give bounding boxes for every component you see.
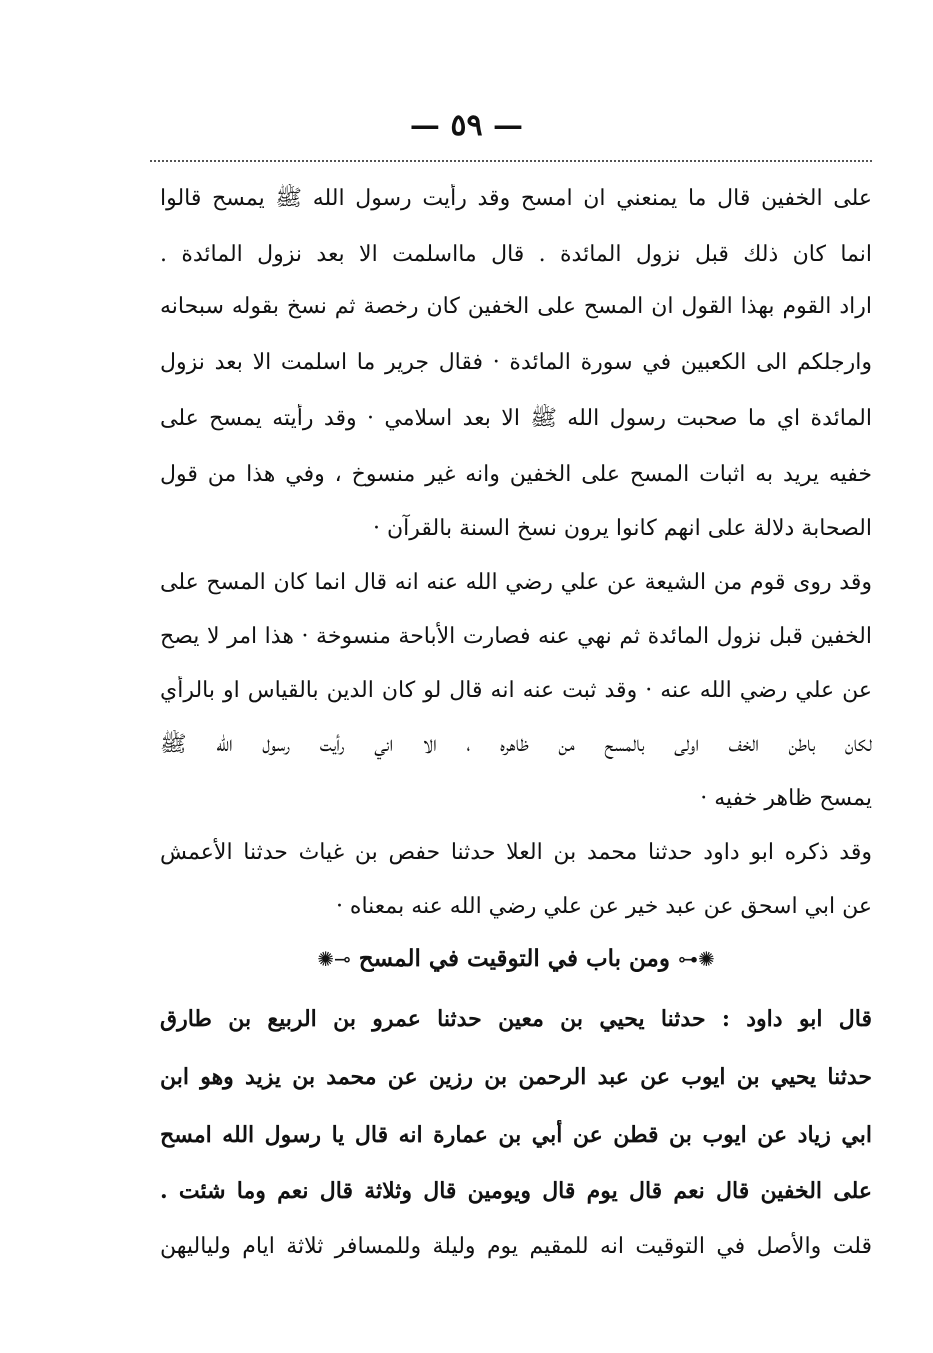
section-heading [160,944,872,974]
text-line: انما كان ذلك قبل نزول المائدة . قال مااسلمت الا بعد نزول المائدة . [160,242,872,267]
text-line: اراد القوم بهذا القول ان المسح على الخفين كان رخصة ثم نسخ بقوله سبحانه [160,294,872,319]
text-line: خفيه يريد به اثبات المسح على الخفين وانه غير منسوخ ، وفي هذا من قول [160,462,872,487]
text-line: ابي زياد عن ايوب بن قطن عن أبي بن عمارة انه قال يا رسول الله امسح [160,1122,872,1148]
text-line: الصحابة دلالة على انهم كانوا يرون نسخ السنة بالقرآن · [373,516,872,541]
header-rule [150,160,872,162]
text-line: على الخفين قال ما يمنعني ان امسح وقد رأيت رسول الله ﷺ يمسح قالوا [160,186,872,211]
text-line: وقد ذكره ابو داود حدثنا محمد بن العلا حدثنا حفص بن غياث حدثنا الأعمش [160,840,872,865]
heading-ornament-right: ✺⊷ [677,947,715,971]
text-line: وارجلكم الى الكعبين في سورة المائدة · فقال جرير ما اسلمت الا بعد نزول [160,350,872,375]
text-line: قال ابو داود : حدثنا يحيي بن معين حدثنا عمرو بن الربيع بن طارق [160,1006,872,1032]
text-line: حدثنا يحيي بن ايوب عن عبد الرحمن بن رزين عن محمد بن يزيد وهو ابن [160,1064,872,1090]
text-line: الخفين قبل نزول المائدة ثم نهي عنه فصارت الأباحة منسوخة · هذا امر لا يصح [160,624,872,649]
text-line: المائدة اي ما صحبت رسول الله ﷺ الا بعد اسلامي · وقد رأيته يمسح على [160,406,872,431]
text-line: عن علي رضي الله عنه · وقد ثبت عنه انه قال لو كان الدين بالقياس او بالرأي [160,678,872,703]
heading-text: ومن باب في التوقيت في المسح [358,945,670,972]
text-line: عن ابي اسحق عن عبد خير عن علي رضي الله عنه بمعناه · [335,894,872,919]
text-line: وقد روى قوم من الشيعة عن علي رضي الله عنه انه قال انما كان المسح على [160,570,872,595]
text-line: يمسح ظاهر خفيه · [700,786,872,811]
text-line: قلت والأصل في التوقيت انه للمقيم يوم وليلة وللمسافر ثلاثة ايام ولياليهن [160,1234,872,1259]
heading-ornament-left: ⊸✺ [317,947,351,971]
text-line: على الخفين قال نعم قال يوم قال ويومين قال وثلاثة قال نعم وما شئت . [160,1178,872,1204]
page-number: — ٥٩ — [409,108,524,143]
text-line: لكان باطن الخف اولى بالمسح من ظاهره ، الا اني رأيت رسول الله ﷺ [160,732,872,757]
